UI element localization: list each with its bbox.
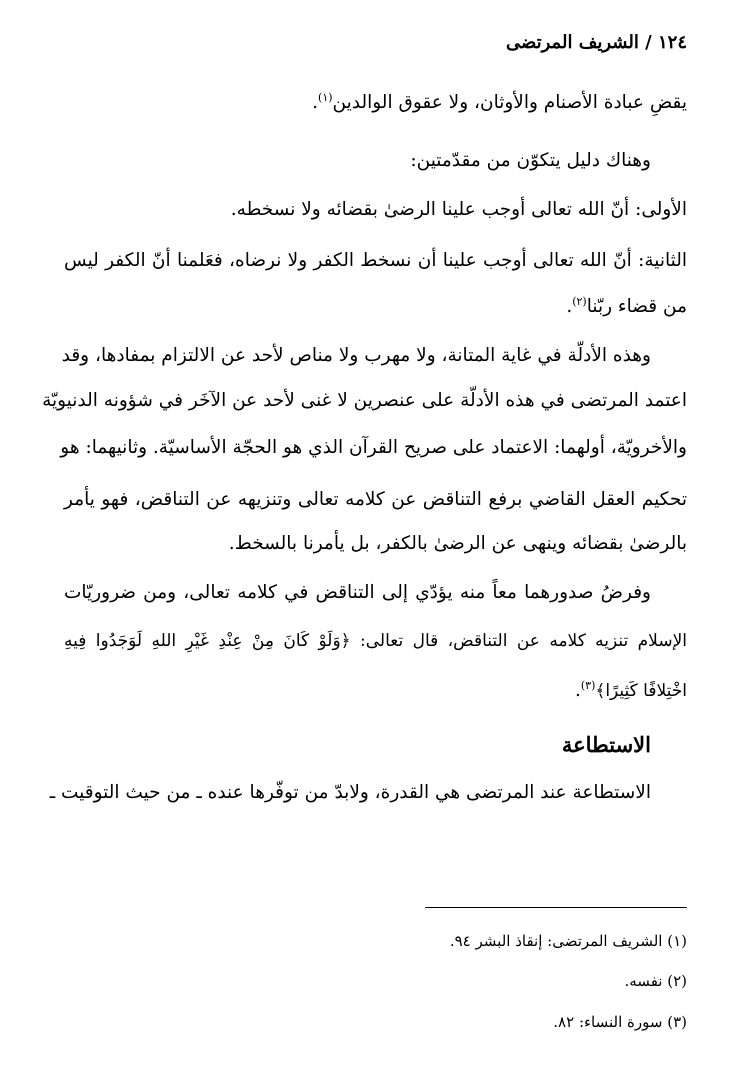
body-line-6: وهذه الأدلّة في غاية المتانة، ولا مهرب ولا مناص لأحد عن الالتزام بمفادها، وقد [61,345,651,366]
header-separator: / [645,32,652,53]
body-line-12: الإسلام تنزيه كلامه عن التناقض، قال تعالى: ﴿وَلَوْ كَانَ مِنْ عِنْدِ غَيْرِ اللهِ لَوَجَدُوا فِيهِ [64,631,687,651]
body-line-1: يقضِ عبادة الأصنام والأوثان، ولا عقوق الوالدين$^{(١)}$. [312,90,687,113]
body-line-4: الثانية: أنّ الله تعالى أوجب علينا أن نسخط الكفر ولا نرضاه، فعَلمنا أنّ الكفر ليس [64,250,687,271]
body-line-2: وهناك دليل يتكوّن من مقدّمتين: [410,150,651,171]
section-heading: الاستطاعة [561,732,651,757]
running-header [506,32,687,53]
section-first-line: الاستطاعة عند المرتضى هي القدرة، ولابدّ من توفّرها عنده ـ من حيث التوقيت ـ [49,782,651,803]
footnote-ref-3: (٣) [580,678,596,692]
body-line-5: من قضاء ربّنا$^{(٢)}$. [566,294,687,317]
footnote-3: (٣) سورة النساء: ٨٢. [553,1013,687,1031]
footnote-1: (١) الشريف المرتضى: إنقاذ البشر ٩٤. [449,932,687,950]
body-line-9: تحكيم العقل القاضي برفع التناقض عن كلامه تعالى وتنزيهه عن التناقض، فهو يأمر [64,489,687,510]
footnote-2: (٢) نفسه. [624,972,687,990]
body-line-8: والأخرويّة، أولهما: الاعتماد على صريح القرآن الذي هو الحجّة الأساسيّة. وثانيهما: هو [60,437,687,458]
footnote-ref-2: (٢) [572,294,587,308]
running-title: الشريف المرتضى [506,32,639,53]
body-line-11: وفرضُ صدورهما معاً منه يؤدّي إلى التناقض في كلامه تعالى، ومن ضروريّات [64,582,651,603]
body-line-3: الأولى: أنّ الله تعالى أوجب علينا الرضىٰ بقضائه ولا نسخطه. [230,199,687,220]
body-line-7: اعتمد المرتضى في هذه الأدلّة على عنصرين لا غنى لأحد عن الآخَر في شؤونه الدنيويّة [42,390,687,411]
body-line-10: بالرضىٰ بقضائه وينهى عن الرضىٰ بالكفر، بل يأمرنا بالسخط. [228,533,687,554]
footnote-ref-1: (١) [318,90,333,104]
page-number: ١٢٤ [657,32,687,53]
footnote-separator [425,907,687,908]
body-line-13: اخْتِلافًا كَثِيرًا﴾$^{(٣)}$. [574,678,687,701]
